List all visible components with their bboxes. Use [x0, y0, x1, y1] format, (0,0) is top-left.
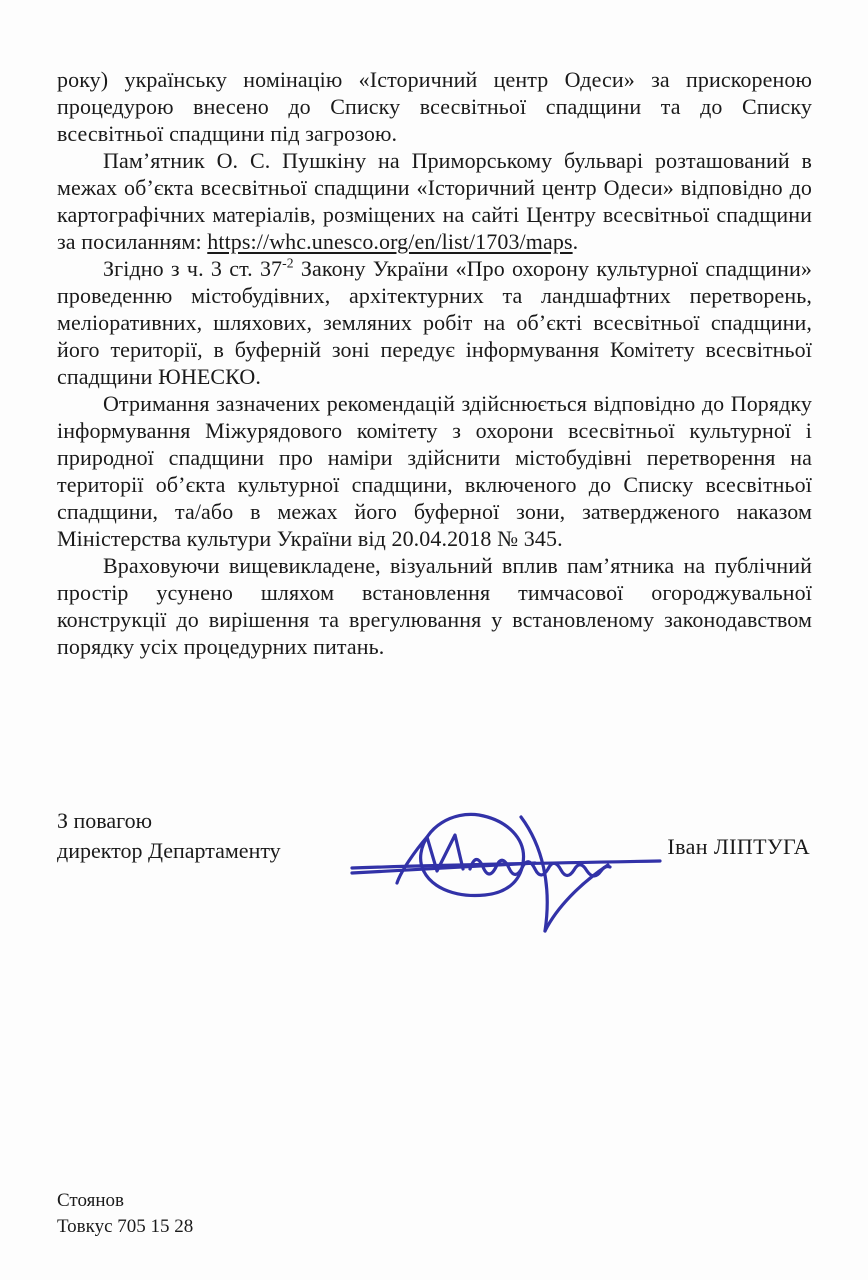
paragraph-nomination: року) українську номінацію «Історичний центр Одеси» за прискореною процедурою внесено до Списку всесвітньої спадщини та до Списку всесвітньої спадщини під загрозою. — [57, 67, 812, 146]
paragraph-monument-period: . — [572, 229, 579, 254]
unesco-maps-link: https://whc.unesco.org/en/list/1703/maps — [207, 229, 573, 254]
law-article-superscript: -2 — [282, 255, 294, 271]
paragraph-monument-location — [57, 147, 812, 255]
paragraph-conclusion: Враховуючи вищевикладене, візуальний вплив пам’ятника на публічний простір усунено шляхом встановлення тимчасової огороджувальної конструкції до вирішення та врегулювання у встановленому законодавством порядку усіх процедурних питань. — [57, 553, 812, 659]
closing-regards: З повагою — [57, 808, 153, 833]
signer-name: Іван ЛІПТУГА — [667, 834, 810, 859]
law-article-text-before: Згідно з ч. 3 ст. 37 — [103, 256, 283, 281]
paragraph-monument-text: Пам’ятник О. С. Пушкіну на Приморському бульварі розташований в межах об’єкта всесвітньої спадщини «Історичний центр Одеси» відповідно до картографічних матеріалів, розміщених на сайті Центру всесвітньої спадщини за посиланням: — [57, 148, 812, 254]
paragraph-law-article — [57, 255, 812, 390]
signature-block — [57, 806, 812, 966]
handwritten-signature-icon — [345, 805, 675, 950]
executor-name: Стоянов — [57, 1190, 124, 1211]
executor-phone: Товкус 705 15 28 — [57, 1216, 194, 1237]
executor-footer — [57, 1188, 193, 1240]
law-article-text-after: Закону України «Про охорону культурної спадщини» проведенню містобудівних, архітектурних та ландшафтних перетворень, меліоративних, шляхових, земляних робіт на об’єкті всесвітньої спадщини, його території, в буферній зоні передує інформування Комітету всесвітньої спадщини ЮНЕСКО. — [57, 256, 812, 389]
letter-body — [57, 66, 812, 660]
signer-title: директор Департаменту — [57, 838, 281, 863]
paragraph-recommendations: Отримання зазначених рекомендацій здійснюється відповідно до Порядку інформування Міжурядового комітету з охорони всесвітньої культурної і природної спадщини про наміри здійснити містобудівні перетворення на території об’єкта культурної спадщини, включеного до Списку всесвітньої спадщини, та/або в межах його буферної зони, затвердженого наказом Міністерства культури України від 20.04.2018 № 345. — [57, 391, 812, 551]
